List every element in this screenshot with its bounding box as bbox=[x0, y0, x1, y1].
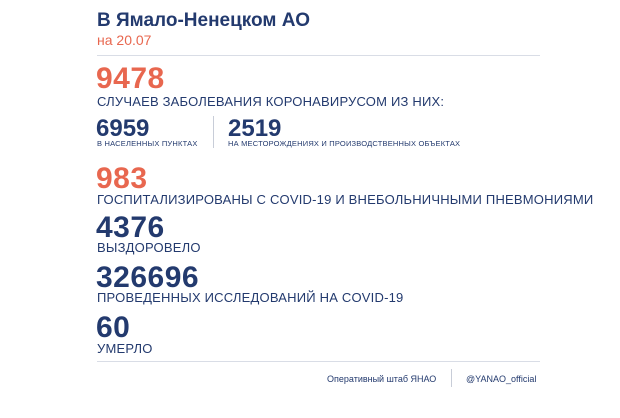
recovered-label: ВЫЗДОРОВЕЛО bbox=[97, 240, 201, 255]
settlements-label: В НАСЕЛЕННЫХ ПУНКТАХ bbox=[97, 139, 198, 148]
deaths-label: УМЕРЛО bbox=[97, 341, 153, 356]
top-divider bbox=[97, 55, 540, 56]
tests-label: ПРОВЕДЕННЫХ ИССЛЕДОВАНИЙ НА COVID-19 bbox=[97, 290, 404, 305]
cases-value: 9478 bbox=[96, 62, 165, 95]
footer-separator bbox=[451, 369, 452, 387]
hospitalized-value: 983 bbox=[96, 162, 148, 195]
report-date: на 20.07 bbox=[97, 32, 152, 48]
recovered-value: 4376 bbox=[96, 211, 165, 244]
cases-label: СЛУЧАЕВ ЗАБОЛЕВАНИЯ КОРОНАВИРУСОМ ИЗ НИХ: bbox=[97, 94, 445, 109]
fields-value: 2519 bbox=[228, 115, 282, 142]
settlements-value: 6959 bbox=[96, 115, 150, 142]
column-separator bbox=[213, 116, 214, 148]
footer-handle[interactable]: @YANAO_official bbox=[466, 374, 537, 384]
deaths-value: 60 bbox=[96, 311, 131, 344]
page-title: В Ямало-Ненецком АО bbox=[97, 10, 310, 31]
fields-label: НА МЕСТОРОЖДЕНИЯХ И ПРОИЗВОДСТВЕННЫХ ОБЪЕКТАХ bbox=[228, 139, 461, 148]
bottom-divider bbox=[97, 361, 540, 362]
tests-value: 326696 bbox=[96, 261, 200, 294]
footer-source: Оперативный штаб ЯНАО bbox=[327, 374, 437, 384]
hospitalized-label: ГОСПИТАЛИЗИРОВАНЫ С COVID-19 И ВНЕБОЛЬНИЧНЫМИ ПНЕВМОНИЯМИ bbox=[97, 192, 594, 207]
